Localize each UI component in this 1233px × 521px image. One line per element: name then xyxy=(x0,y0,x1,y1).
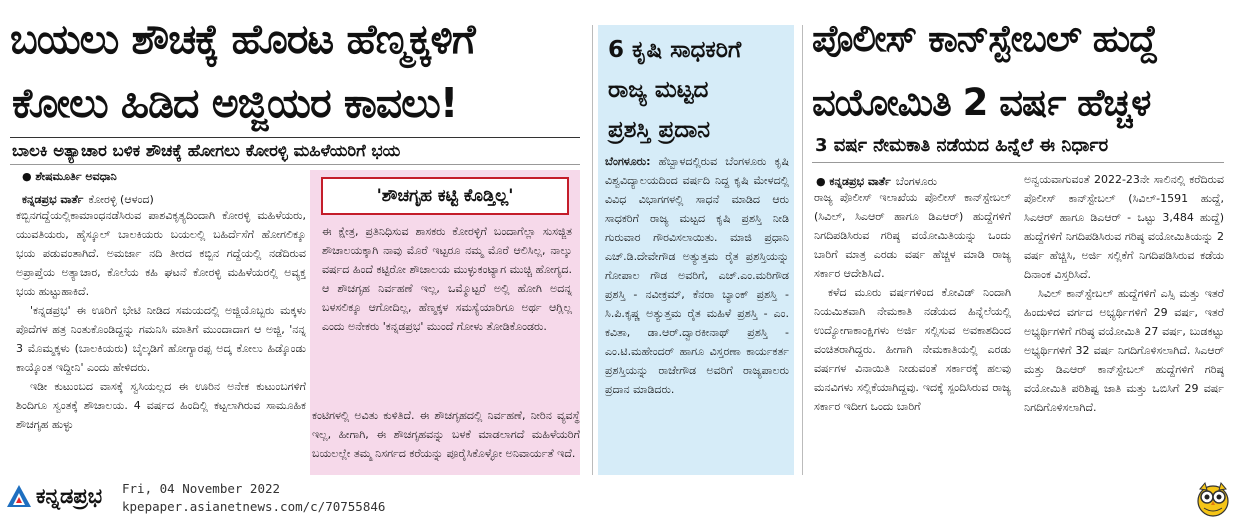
quote-box-body xyxy=(322,222,572,336)
right-subheadline: 3 ವರ್ಷ ನೇಮಕಾತಿ ನಡೆಯದ ಹಿನ್ನೆಲೆ ಈ ನಿರ್ಧಾರ xyxy=(815,135,1109,156)
right-headline-line2: ವಯೋಮಿತಿ 2 ವರ್ಷ ಹೆಚ್ಚಳ xyxy=(812,81,1151,124)
right-byline-source: ● ಕನ್ನಡಪ್ರಭ ವಾರ್ತೆ xyxy=(816,175,891,188)
left-paragraph-1: ಕಬ್ಬಿನಗದ್ದೆಯಲ್ಲಿಕಾಮಾಂಧನಡೆಸಿರುವ ಪಾಶವಿಕೃತ್ಯದಿಂದಾಗಿ ಕೋರಳ್ಳಿ ಮಹಿಳೆಯರು, ಯುವತಿಯರು, ಹೈಸ್ಕೂಲ್ ಬಾಲಕಿಯರು ಬಯಲಲ್ಲಿ ಬಹಿರ್ದೆಸೆಗೆ ಹೋಗಲಿಕ್ಕೂ ಭಯ ಪಡುವಂತಾಗಿದೆ. ಅಮರ್ಜಾ ನದಿ ತೀರದ ಕಬ್ಬಿನ ಗದ್ದೆಯಲ್ಲಿ ನಡೆದಿರುವ ಅಪ್ರಾಪ್ತೆಯ ಅತ್ಯಾಚಾರ, ಕೊಲೆಯ ಕಹಿ ಘಟನೆ ಕೋರಳ್ಳಿ ಮಹಿಳೆಯರಲ್ಲಿ ಅವ್ಯಕ್ತ ಭಯ ಹುಟ್ಟುಹಾಕಿದೆ. xyxy=(16,209,306,298)
middle-column xyxy=(605,152,789,399)
middle-body xyxy=(605,152,789,399)
owl-mascot-icon xyxy=(1196,481,1230,521)
quote-box-title: 'ಶೌಚಗೃಹ ಕಟ್ಟಿ ಕೊಡ್ತಿಲ್ಲ' xyxy=(376,186,514,206)
left-subhead-rule xyxy=(10,164,580,165)
footer xyxy=(0,477,1233,520)
middle-body-text: ಹೆಬ್ಬಾಳದಲ್ಲಿರುವ ಬೆಂಗಳೂರು ಕೃಷಿ ವಿಶ್ವವಿದ್ಯಾಲಯದಿಂದ ವರ್ಷದಿ ನಿದ್ದ ಕೃಷಿ ಮೇಳದಲ್ಲಿ ವಿವಿಧ ವಿಭಾಗಗಳಲ್ಲಿ ಸಾಧನೆ ಮಾಡಿದ ಆರು ಸಾಧಕರಿಗೆ ರಾಜ್ಯ ಮಟ್ಟದ ಕೃಷಿ ಪ್ರಶಸ್ತಿ ನೀಡಿ ಗುರುವಾರ ಗೌರವಿಸಲಾಯಿತು. ಮಾಜಿ ಪ್ರಧಾನಿ ಎಚ್.ಡಿ.ದೇವೇಗೌಡ ಅತ್ಯುತ್ತಮ ರೈತ ಪ್ರಶಸ್ತಿಯನ್ನು ಗೋಪಾಲ ಗೌಡ ಅವರಿಗೆ, ಎಚ್.ಎಂ.ಮರಿಗೌಡ ಪ್ರಶಸ್ತಿ - ನವೀಕ್ರಮ್, ಕೆನರಾ ಬ್ಯಾಂಕ್ ಪ್ರಶಸ್ತಿ - ಸಿ.ಪಿ.ಕೃಷ್ಣ ಅತ್ಯುತ್ತಮ ರೈತ ಮಹಿಳೆ ಪ್ರಶಸ್ತಿ - ಎಂ. ಕವಿತಾ, ಡಾ.ಆರ್.ದ್ವಾರಕೀನಾಥ್ ಪ್ರಶಸ್ತಿ - ಎಂ.ಟಿ.ಮಹೇಂದರ್ ಹಾಗೂ ವಿಸ್ತರಣಾ ಕಾರ್ಯಕರ್ತ ಪ್ರಶಸ್ತಿಯನ್ನು ರಾಜೇಗೌಡ ಅವರಿಗೆ ರಾಜ್ಯಪಾಲರು ಪ್ರದಾನ ಮಾಡಿದರು. xyxy=(605,155,789,396)
left-paragraph-2: 'ಕನ್ನಡಪ್ರಭ' ಈ ಊರಿಗೆ ಭೇಟಿ ನೀಡಿದ ಸಮಯದಲ್ಲಿ ಅಜ್ಜಿಯೊಬ್ಬರು ಮಕ್ಕಳು ಪೊದೆಗಳ ಹತ್ರ ನಿಂತುಕೊಂಡಿದ್ದನ್ನು ಗಮನಿಸಿ ಮಾತಿಗೆ ಮುಂದಾದಾಗ ಆ ಅಜ್ಜಿ, 'ನನ್ನ 3 ಮೊಮ್ಮಕ್ಕಳು (ಬಾಲಕಿಯರು) ಬೈಲ್ಕಡಿಗೆ ಹೋಗ್ಯಾರಪ್ಪ ಅದ್ಕ ಕೋಲು ಹಿಡ್ಕೊಂಡು ಕಾಯ್ಕೊಂತ ಇದ್ದೀನಿ' ಎಂದು ಹೇಳಿದರು. xyxy=(16,304,306,374)
middle-headline-line3: ಪ್ರಶಸ್ತಿ ಪ್ರದಾನ xyxy=(608,117,711,143)
right-paragraph-2: ಕಳೆದ ಮೂರು ವರ್ಷಗಳಿಂದ ಕೋವಿಡ್ ನಿಂದಾಗಿ ನಿಯಮಿತವಾಗಿ ನೇಮಕಾತಿ ನಡೆಯದ ಹಿನ್ನೆಲೆಯಲ್ಲಿ ಉದ್ಯೋಗಾಕಾಂಕ್ಷಿಗಳು ಅರ್ಜಿ ಸಲ್ಲಿಸುವ ಅವಕಾಶದಿಂದ ವಂಚಿತರಾಗಿದ್ದರು. ಹೀಗಾಗಿ ನೇಮಕಾತಿಯಲ್ಲಿ ಎರಡು ವರ್ಷಗಳ ವಿನಾಯಿತಿ ನೀಡುವಂತೆ ಸರ್ಕಾರಕ್ಕೆ ಹಲವು ಮನವಿಗಳು ಸಲ್ಲಿಕೆಯಾಗಿದ್ದವು. ಇದಕ್ಕೆ ಸ್ಪಂದಿಸಿರುವ ರಾಜ್ಯ ಸರ್ಕಾರ ಇದೀಗ ಒಂದು ಬಾರಿಗೆ xyxy=(814,286,1011,413)
left-headline-line2: ಕೋಲು ಹಿಡಿದ ಅಜ್ಜಿಯರ ಕಾವಲು! xyxy=(12,79,458,127)
left-headline-rule xyxy=(10,137,580,138)
left-subheadline: ಬಾಲಕಿ ಅತ್ಯಾಚಾರ ಬಳಿಕ ಶೌಚಕ್ಕೆ ಹೋಗಲು ಕೋರಳ್ಳಿ ಮಹಿಳೆಯರಿಗೆ ಭಯ xyxy=(12,141,401,160)
quote-box-title-frame xyxy=(321,177,569,215)
middle-headline-line2: ರಾಜ್ಯ ಮಟ್ಟದ xyxy=(608,77,709,103)
left-column-1 xyxy=(16,206,306,434)
quote-box-text: ಈ ಕ್ಷೇತ್ರ, ಪ್ರತಿನಿಧಿಸುವ ಶಾಸಕರು ಕೋರಳ್ಳಿಗೆ ಬಂದಾಗೆಲ್ಲಾ ಸುಸಜ್ಜಿತ ಶೌಚಾಲಯಕ್ಕಾಗಿ ನಾವು ಮೊರೆ ಇಟ್ಟರೂ ನಮ್ಮ ಮೊರೆ ಆಲಿಸಿಲ್ಲ, ನಾಲ್ಕು ವರ್ಷದ ಹಿಂದೆ ಕಟ್ಟಿರೋ ಶೌಚಾಲಯ ಮುಳ್ಳುಕಂಟ್ಯಾಗ ಮುಚ್ಚಿ ಹೋಗ್ಯದ. ಆ ಶೌಚಗೃಹ ನಿರ್ವಹಣೆ ಇಲ್ಲ, ಒಮ್ಮೊಟ್ಟರೆ ಅಲ್ಲಿ ಹೋಗಿ ಅದನ್ನ ಬಳಸಲಿಕ್ಕೂ ಆಗೋದಿಲ್ಲ, ಹೆಣ್ಮಕ್ಕಳ ಸಮಸ್ಯೆಯಾರಿಗೂ ಅರ್ಥ ಆಗ್ಲಿಲ್ಲ ಎಂದು ಅನೇಕರು 'ಕನ್ನಡಪ್ರಭ' ಮುಂದೆ ಗೋಳು ತೋಡಿಕೊಂಡರು. xyxy=(322,225,572,333)
right-column-1 xyxy=(814,188,1011,416)
left-column-2-bottom xyxy=(312,406,580,463)
footer-logo-text: ಕನ್ನಡಪ್ರಭ xyxy=(36,483,103,508)
left-byline-author: ● ಶೇಷಮೂರ್ತಿ ಅವಧಾನಿ xyxy=(22,170,117,183)
footer-url[interactable]: kpepaper.asianetnews.com/c/70755846 xyxy=(122,499,386,514)
middle-dateline: ಬೆಂಗಳೂರು: xyxy=(605,155,651,168)
right-paragraph-4: ಸಿವಿಲ್ ಕಾನ್‌ಸ್ಟೇಬಲ್ ಹುದ್ದೆಗಳಿಗೆ ಎಸ್ಸಿ ಮತ್ತು ಇತರೆ ಹಿಂದುಳಿದ ವರ್ಗದ ಅಭ್ಯರ್ಥಿಗಳಿಗೆ 29 ವರ್ಷ, ಇತರೆ ಅಭ್ಯರ್ಥಿಗಳಿಗೆ ಗರಿಷ್ಠ ವಯೋಮಿತಿ 27 ವರ್ಷ, ಬುಡಕಟ್ಟು ಅಭ್ಯರ್ಥಿಗಳಿಗೆ 32 ವರ್ಷ ನಿಗದಿಗೊಳಿಸಲಾಗಿದೆ. ಸಿಎಆರ್ ಮತ್ತು ಡಿಎಆರ್ ಕಾನ್‌ಸ್ಟೇಬಲ್ ಹುದ್ದೆಗಳಿಗೆ ಗರಿಷ್ಠ ವಯೋಮಿತಿ ಪರಿಶಿಷ್ಟ ಜಾತಿ ಮತ್ತು ಒಬಿಸಿಗೆ 29 ವರ್ಷ ನಿಗದಿಗೊಳಿಸಲಾಗಿದೆ. xyxy=(1024,287,1224,414)
right-paragraph-1: ರಾಜ್ಯ ಪೊಲೀಸ್ ಇಲಾಖೆಯ ಪೊಲೀಸ್ ಕಾನ್‌ಸ್ಟೇಬಲ್ (ಸಿವಿಲ್, ಸಿಎಆರ್ ಹಾಗೂ ಡಿಎಆರ್) ಹುದ್ದೆಗಳಿಗೆ ನಿಗದಿಪಡಿಸಿರುವ ಗರಿಷ್ಠ ವಯೋಮಿತಿಯನ್ನು ಒಂದು ಬಾರಿಗೆ ಮಾತ್ರ ಎರಡು ವರ್ಷ ಹೆಚ್ಚಳ ಮಾಡಿ ರಾಜ್ಯ ಸರ್ಕಾರ ಆದೇಶಿಸಿದೆ. xyxy=(814,191,1011,280)
right-byline xyxy=(816,170,937,189)
footer-date: Fri, 04 November 2022 xyxy=(122,481,281,496)
right-paragraph-3: ಅನ್ವಯವಾಗುವಂತೆ 2022-23ನೇ ಸಾಲಿನಲ್ಲಿ ಕರೆದಿರುವ ಪೊಲೀಸ್ ಕಾನ್‌ಸ್ಟೇಬಲ್ (ಸಿವಿಲ್-1591 ಹುದ್ದೆ, ಸಿಎಆರ್ ಹಾಗೂ ಡಿಎಆರ್ - ಒಟ್ಟು 3,484 ಹುದ್ದೆ) ಹುದ್ದೆಗಳಿಗೆ ನಿಗದಿಪಡಿಸಿರುವ ಗರಿಷ್ಠ ವಯೋಮಿತಿಯನ್ನು 2 ವರ್ಷ ಹೆಚ್ಚಿಸಿ, ಅರ್ಜಿ ಸಲ್ಲಿಕೆಗೆ ನಿಗದಿಪಡಿಸಿರುವ ಕಡೆಯ ದಿನಾಂಕ ವಿಸ್ತರಿಸಿದೆ. xyxy=(1024,173,1224,281)
kannadaprabha-logo-icon xyxy=(6,483,32,509)
column-divider-1 xyxy=(592,25,593,475)
column-divider-2 xyxy=(802,25,803,475)
left-headline-line1: ಬಯಲು ಶೌಚಕ್ಕೆ ಹೊರಟ ಹೆಣ್ಮಕ್ಕಳಿಗೆ xyxy=(10,15,475,63)
middle-headline xyxy=(608,30,741,150)
left-byline xyxy=(22,188,154,207)
left-byline-place: ಕೋರಳ್ಳಿ (ಆಳಂದ) xyxy=(88,193,154,206)
right-column-2 xyxy=(1024,170,1224,417)
footer-logo xyxy=(6,483,102,509)
right-subhead-rule xyxy=(812,162,1224,163)
right-headline-line1: ಪೊಲೀಸ್ ಕಾನ್‌ಸ್ಟೇಬಲ್ ಹುದ್ದೆ xyxy=(812,17,1157,60)
middle-headline-line1: 6 ಕೃಷಿ ಸಾಧಕರಿಗೆ xyxy=(608,37,742,63)
left-byline-source: ಕನ್ನಡಪ್ರಭ ವಾರ್ತೆ xyxy=(22,193,84,206)
right-byline-place: ಬೆಂಗಳೂರು xyxy=(895,175,937,188)
left-paragraph-3: ಇಡೀ ಕುಟುಂಬದ ವಾಸಕ್ಕೆ ಸ್ವಸಿಯಲ್ಲದ ಈ ಊರಿನ ಅನೇಕ ಕುಟುಂಬಗಳಿಗೆ ಶಿಂದಿಗೂ ಸ್ವಂತಕ್ಕೆ ಶೌಚಾಲಯ. 4 ವರ್ಷದ ಹಿಂದಿಲ್ಲಿ ಕಟ್ಟಲಾಗಿರುವ ಸಾಮೂಹಿಕ ಶೌಚಗೃಹ ಹುಳ್ಳು xyxy=(16,380,306,431)
left-paragraph-4: ಕಂಟಿಗಳಲ್ಲಿ ಅವಿತು ಕುಳಿತಿದೆ. ಈ ಶೌಚಗೃಹದಲ್ಲಿ ನಿರ್ವಹಣೆ, ನೀರಿನ ವ್ಯವಸ್ಥೆ ಇಲ್ಲ, ಹೀಗಾಗಿ, ಈ ಶೌಚಗೃಹವನ್ನು ಬಳಕೆ ಮಾಡಲಾಗದೆ ಮಹಿಳೆಯರಿಗೆ ಬಯಲಲ್ಲೇ ತಮ್ಮ ನಿಸರ್ಗದ ಕರೆಯನ್ನು ಪೂರೈಸಿಕೊಳ್ಳೋ ಅನಿವಾರ್ಯತೆ ಇದೆ. xyxy=(312,409,580,460)
